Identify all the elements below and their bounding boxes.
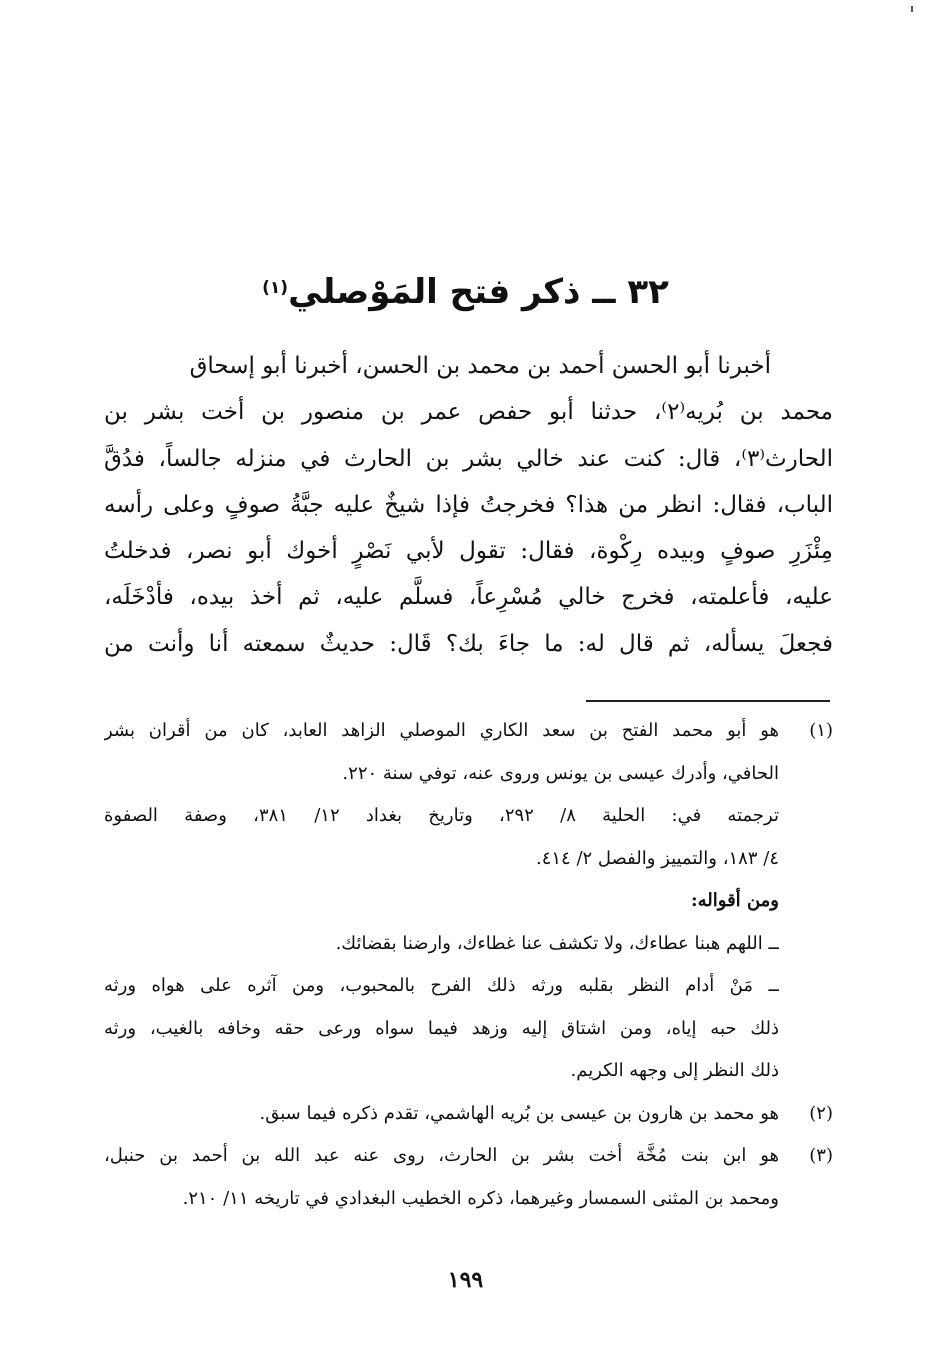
footnote-line: هو محمد بن هارون بن عيسى بن بُريه الهاشمي، تقدم ذكره فيما سبق. — [259, 1102, 779, 1124]
chapter-footnote-ref: (١) — [262, 278, 289, 298]
footnote-line: هو أبو محمد الفتح بن سعد الكاري الموصلي الزاهد العابد، كان من أقران بشر — [104, 720, 779, 741]
footnote-line: ذلك النظر إلى وجهه الكريم. — [570, 1060, 779, 1081]
footnote-line: ومن أقواله: — [691, 890, 779, 911]
page-number: ١٩٩ — [447, 1267, 484, 1293]
footnote-line: هو ابن بنت مُخَّة أخت بشر بن الحارث، روى عنه عبد الله بن أحمد بن حنبل، — [104, 1145, 779, 1166]
footnotes — [104, 710, 833, 1220]
main-text-line: أخبرنا أبو الحسن أحمد بن محمد بن الحسن، أخبرنا أبو إسحاق — [189, 353, 771, 379]
footnote-number: (٢) — [809, 1102, 833, 1124]
footnote-number: (١) — [809, 720, 833, 741]
footnote — [104, 1135, 833, 1220]
chapter-title-text: ٣٢ ــ ذكر فتح المَوْصلي — [288, 272, 669, 312]
footnote — [104, 1093, 833, 1136]
footnote-line: ومحمد بن المثنى السمسار وغيرهما، ذكره الخطيب البغدادي في تاريخه ١١/ ٢١٠. — [182, 1187, 779, 1209]
main-text-line: عليه، فأعلمته، فخرج خالي مُسْرِعاً، فسلَّم عليه، ثم أخذ بيده، فأدْخَلَه، — [104, 584, 833, 611]
footnote-line: ــ مَنْ أدام النظر بقلبه ورثه ذلك الفرح بالمحبوب، ومن آثره على هواه ورثه — [104, 975, 779, 996]
main-text-line: مِئْزَرِ صوفٍ وبيده رِكْوة، فقال: تقول لأبي نَصْرٍ أخوك أبو نصر، فدخلتُ — [104, 538, 833, 565]
footnote — [104, 710, 833, 1093]
main-text-line: الحارث⁽٣⁾، قال: كنت عند خالي بشر بن الحارث في منزله جالساً، فدُقَّ — [104, 445, 833, 472]
footnote-separator — [586, 700, 830, 702]
main-text-line: فجعلَ يسأله، ثم قال له: ما جاءَ بك؟ قَال: حديثٌ سمعته أنا وأنت من — [104, 630, 833, 657]
main-text — [104, 343, 833, 667]
chapter-title — [100, 262, 831, 322]
footnote-line: ــ اللهم هبنا عطاءك، ولا تكشف عنا غطاءك، وارضنا بقضائك. — [335, 932, 779, 954]
footnote-line: ٤/ ١٨٣، والتمييز والفصل ٢/ ٤١٤. — [535, 847, 779, 869]
main-text-line: محمد بن بُريه⁽٢⁾، حدثنا أبو حفص عمر بن منصور بن أخت بشر بن — [104, 399, 833, 426]
main-text-line: الباب، فقال: انظر من هذا؟ فخرجتُ فإذا شيخٌ عليه جبَّةُ صوفٍ وعلى رأسه — [104, 491, 833, 518]
footnote-line: الحافي، وأدرك عيسى بن يونس وروى عنه، توفي سنة ٢٢٠. — [342, 762, 779, 784]
footnote-line: ترجمته في: الحلية ٨/ ٢٩٢، وتاريخ بغداد ١٢/ ٣٨١، وصفة الصفوة — [104, 805, 779, 826]
footnote-number: (٣) — [809, 1145, 833, 1166]
corner-mark — [911, 6, 913, 12]
footnote-line: ذلك حبه إياه، ومن اشتاق إليه وزهد فيما سواه ورعى حقه وخافه بالغيب، ورثه — [104, 1017, 779, 1039]
